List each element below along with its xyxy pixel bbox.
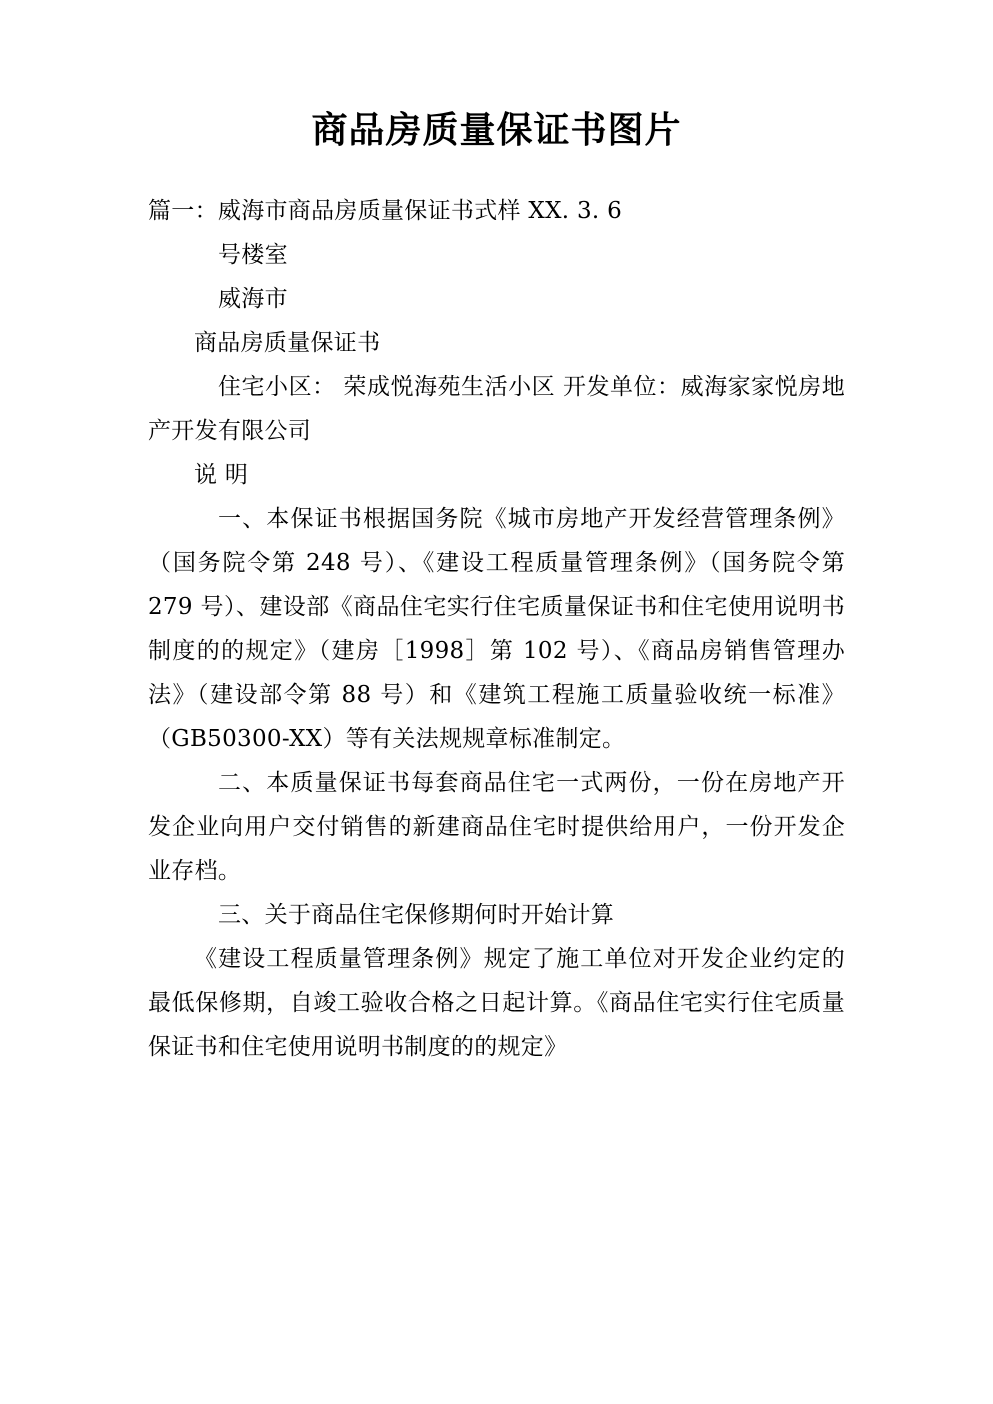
- paragraph: 说 明: [194, 461, 249, 488]
- paragraph: 威海市: [218, 285, 288, 312]
- paragraph: 二、本质量保证书每套商品住宅一式两份，一份在房地产开发企业向用户交付销售的新建商品住宅时提供给用户，一份开发企业存档。: [148, 769, 845, 884]
- paragraph: 商品房质量保证书: [194, 329, 381, 356]
- paragraph: 三、关于商品住宅保修期何时开始计算: [218, 901, 615, 928]
- paragraph: 一、本保证书根据国务院《城市房地产开发经营管理条例》（国务院令第 248 号）、《建设工程质量管理条例》（国务院令第 279 号）、建设部《商品住宅实行住宅质量保证书和住宅使用说明书制度的的规定》（建房［1998］第 102 号）、《商品房销售管理办法》（建设部令第 88 号）和《建筑工程施工质量验收统一标准》（GB50300-XX）等有关法规规章标准制定。: [148, 505, 845, 752]
- page-title: 商品房质量保证书图片: [311, 110, 682, 151]
- paragraph: 《建设工程质量管理条例》规定了施工单位对开发企业约定的最低保修期，自竣工验收合格之日起计算。《商品住宅实行住宅质量保证书和住宅使用说明书制度的的规定》: [148, 945, 845, 1060]
- document-body: [148, 189, 845, 1069]
- paragraph: 号楼室: [218, 241, 288, 268]
- paragraph: 住宅小区： 荣成悦海苑生活小区 开发单位：威海家家悦房地产开发有限公司: [148, 373, 845, 444]
- paragraph: 篇一：威海市商品房质量保证书式样 XX. 3. 6: [148, 197, 623, 224]
